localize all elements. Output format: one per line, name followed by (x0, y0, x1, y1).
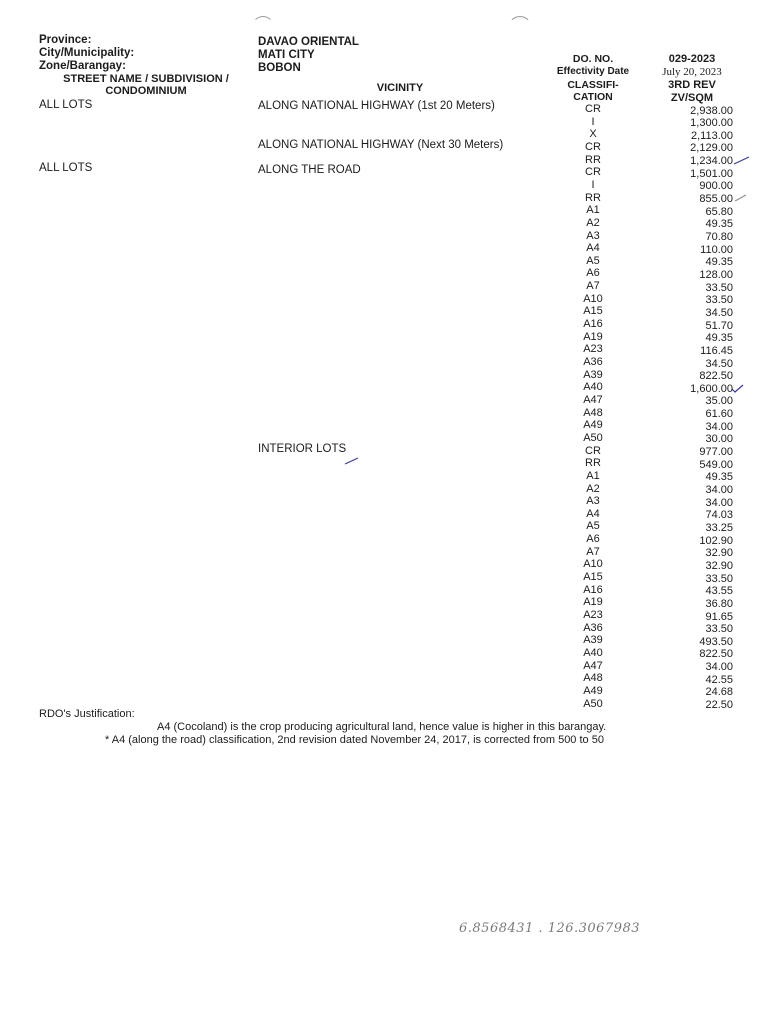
classification-cell: A19 (583, 330, 603, 343)
classification-cell: RR (585, 191, 601, 204)
zonal-value-cell: 22.50 (705, 699, 733, 712)
classification-cell: X (589, 128, 597, 141)
zonal-value-cell: 900.00 (699, 180, 733, 193)
classification-cell: A7 (586, 545, 600, 558)
classification-cell: A50 (583, 697, 603, 710)
street-column-header (40, 73, 252, 97)
scan-artifact (252, 16, 274, 38)
zonal-value-cell: 49.35 (705, 471, 733, 484)
justification-label: RDO's Justification: (39, 708, 135, 720)
classification-cell: A5 (586, 254, 600, 267)
classification-cell: CR (585, 140, 601, 153)
classification-cell: A3 (586, 229, 600, 242)
zonal-value-cell: 91.65 (705, 610, 733, 623)
zonal-value-cell: 1,300.00 (690, 117, 733, 130)
classification-cell: A5 (586, 520, 600, 533)
zonal-value-cell: 32.90 (705, 559, 733, 572)
effectivity-date-label: Effectivity Date (556, 66, 630, 77)
zonal-value-cell: 34.50 (705, 306, 733, 319)
zonal-value-cell: 493.50 (699, 635, 733, 648)
zonal-value-cell: 42.55 (705, 673, 733, 686)
zonal-value-cell: 34.50 (705, 357, 733, 370)
classification-cell: A15 (583, 571, 603, 584)
do-no-label: DO. NO. (572, 53, 614, 65)
classification-cell: A39 (583, 634, 603, 647)
scan-artifact (508, 16, 532, 40)
classification-cell: CR (585, 166, 601, 179)
do-no-value: 029-2023 (668, 53, 716, 65)
zone-label: Zone/Barangay: (39, 60, 126, 72)
classification-cell: A6 (586, 533, 600, 546)
city-value: MATI CITY (258, 49, 315, 61)
classification-cell: A36 (583, 621, 603, 634)
classification-cell: A10 (583, 292, 603, 305)
zonal-value-cell: 1,234.00 (690, 155, 733, 168)
zonal-value-cell: 24.68 (705, 686, 733, 699)
zonal-value-cell: 33.50 (705, 623, 733, 636)
zonal-value-cell: 549.00 (699, 458, 733, 471)
pen-check-mark (733, 155, 751, 167)
classification-cell: A36 (583, 356, 603, 368)
classification-cell: I (591, 115, 595, 128)
zonal-value-cell: 49.35 (705, 218, 733, 231)
zonal-value-cell: 33.50 (705, 294, 733, 307)
classification-cell: A16 (583, 318, 603, 331)
classification-cell: A47 (583, 659, 603, 672)
classification-cell: A49 (583, 684, 603, 697)
province-value: DAVAO ORIENTAL (258, 36, 359, 48)
zonal-value-cell: 855.00 (699, 193, 733, 206)
zonal-value-cell: 34.00 (705, 420, 733, 433)
zonal-value-cell: 116.45 (700, 344, 733, 357)
zonal-value-cell: 30.00 (705, 433, 733, 446)
classification-cell: A1 (586, 204, 600, 217)
vicinity-highway-next-30m: ALONG NATIONAL HIGHWAY (Next 30 Meters) (258, 139, 504, 151)
handwritten-coordinates: 6.8568431 . 126.3067983 (459, 921, 641, 936)
classification-cell: A39 (583, 368, 603, 381)
zonal-value-cell: 102.90 (699, 534, 733, 547)
classification-cell: A10 (583, 558, 603, 571)
zonal-value-cell: 36.80 (705, 597, 733, 610)
vicinity-highway-first-20m: ALONG NATIONAL HIGHWAY (1st 20 Meters) (258, 100, 495, 112)
zonal-value-cell: 70.80 (705, 231, 733, 243)
pen-check-mark (344, 456, 360, 466)
classification-cell: A16 (583, 583, 603, 596)
classification-cell: A4 (586, 242, 600, 255)
zonal-value-cell: 822.50 (699, 370, 733, 383)
street-header-line1: STREET NAME / SUBDIVISION / (63, 73, 229, 85)
classification-cell: A3 (586, 495, 600, 508)
zonal-value-cell: 33.50 (705, 572, 733, 585)
vicinity-column-header: VICINITY (376, 82, 424, 94)
classification-cell: A40 (583, 646, 603, 659)
classification-cell: CR (585, 103, 601, 115)
zonal-value-cell: 2,113.00 (690, 129, 733, 142)
zonal-value-cell: 32.90 (705, 547, 733, 560)
street-name-all-lots: ALL LOTS (39, 162, 93, 174)
classification-header-line1: CLASSIFI- (567, 79, 619, 91)
zonal-value-cell: 61.60 (705, 408, 733, 421)
zonal-value-cell: 74.03 (705, 509, 733, 522)
classification-cell: A1 (586, 469, 600, 482)
classification-cell: A40 (583, 381, 603, 394)
city-label: City/Municipality: (39, 47, 135, 59)
zonal-value-cell: 33.25 (705, 521, 733, 534)
classification-header-line2: CATION (573, 91, 613, 103)
classification-cell: A47 (583, 393, 603, 406)
classification-cell: A4 (586, 507, 600, 520)
zone-value: BOBON (258, 62, 301, 74)
zonal-value-cell: 51.70 (705, 319, 733, 332)
classification-cell: I (591, 178, 595, 191)
vicinity-along-the-road: ALONG THE ROAD (258, 164, 361, 176)
pen-check-mark (734, 193, 748, 203)
classification-cell: A50 (583, 431, 603, 444)
zonal-value-cell: 43.55 (705, 585, 733, 598)
zonal-value-cell: 822.50 (699, 648, 733, 661)
classification-cell: A48 (583, 406, 603, 419)
zv-sqm-header: ZV/SQM (670, 92, 714, 104)
zonal-value-cell: 1,600.00 (690, 382, 733, 395)
zonal-value-cell: 2,129.00 (690, 142, 733, 155)
street-name-all-lots: ALL LOTS (39, 99, 93, 111)
classification-cell: A2 (586, 216, 600, 229)
classification-cell: A49 (583, 419, 603, 432)
classification-header (545, 79, 641, 103)
province-label: Province: (39, 34, 92, 46)
zonal-value-cell: 110.00 (700, 243, 733, 256)
zonal-value-cell: 128.00 (699, 268, 733, 281)
zonal-value-cell: 2,938.00 (690, 104, 733, 117)
justification-line-2: * A4 (along the road) classification, 2nd revision dated November 24, 2017, is corrected from 500 to 50 (105, 734, 604, 746)
justification-line-1: A4 (Cocoland) is the crop producing agricultural land, hence value is higher in this barangay. (157, 721, 607, 733)
zonal-value-cell: 34.00 (705, 661, 733, 674)
classification-cell: A6 (586, 267, 600, 280)
classification-cell: A7 (586, 280, 600, 293)
zonal-value-cell: 1,501.00 (690, 167, 733, 180)
classification-cell: A19 (583, 596, 603, 609)
classification-cell: A2 (586, 482, 600, 495)
pen-check-mark (731, 383, 745, 395)
effectivity-date-value: July 20, 2023 (662, 66, 722, 78)
zonal-value-cell: 49.35 (705, 256, 733, 269)
street-header-line2: CONDOMINIUM (105, 85, 187, 97)
classification-cell: A15 (583, 305, 603, 318)
classification-cell: A48 (583, 672, 603, 685)
classification-cell: RR (585, 457, 601, 470)
classification-cell: RR (585, 153, 601, 166)
vicinity-interior-lots: INTERIOR LOTS (258, 443, 347, 455)
zonal-value-cell: 977.00 (699, 446, 733, 459)
revision-label: 3RD REV (668, 79, 716, 91)
zonal-value-cell: 34.00 (705, 484, 733, 496)
classification-cell: A23 (583, 609, 603, 621)
zonal-value-cell: 33.50 (705, 281, 733, 294)
classification-cell: CR (585, 444, 601, 457)
zonal-value-cell: 49.35 (705, 332, 733, 345)
zonal-value-cell: 34.00 (705, 496, 733, 509)
zonal-value-cell: 35.00 (705, 395, 733, 408)
classification-cell: A23 (583, 343, 603, 356)
zonal-value-cell: 65.80 (705, 205, 733, 218)
